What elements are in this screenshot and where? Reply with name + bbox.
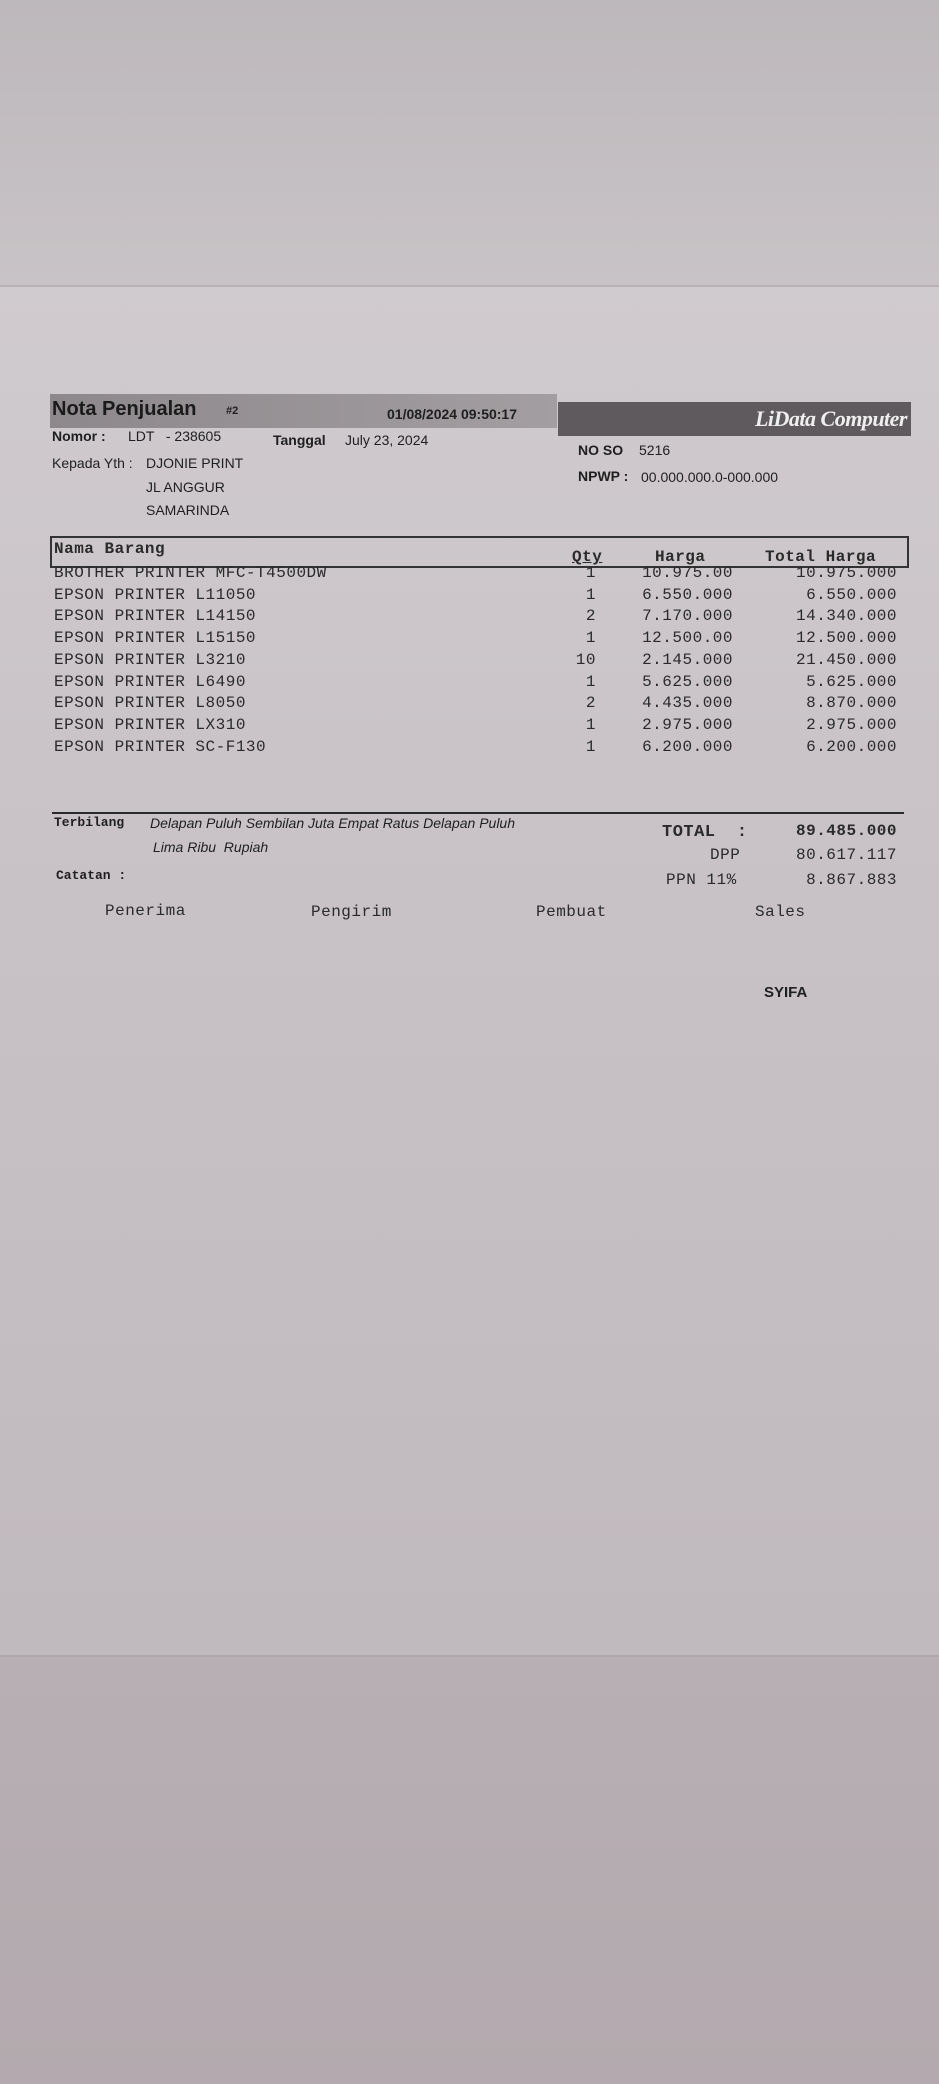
item-qty: 10 bbox=[575, 651, 596, 669]
company-name: LiData Computer bbox=[754, 406, 907, 431]
tanggal-value: July 23, 2024 bbox=[345, 432, 429, 448]
item-total: 12.500.000 bbox=[795, 629, 897, 647]
item-total: 21.450.000 bbox=[795, 651, 897, 669]
item-harga: 6.550.000 bbox=[642, 586, 733, 604]
item-qty: 2 bbox=[585, 607, 596, 625]
dpp-value: 80.617.117 bbox=[795, 846, 897, 864]
col-header-harga: Harga bbox=[655, 548, 706, 566]
col-header-total: Total Harga bbox=[765, 548, 877, 566]
signature-sales: Sales bbox=[755, 903, 806, 921]
footer-divider bbox=[52, 812, 904, 814]
item-name: EPSON PRINTER L8050 bbox=[54, 694, 246, 712]
nomor-label: Nomor : bbox=[52, 428, 106, 444]
item-harga: 10.975.00 bbox=[642, 564, 733, 582]
item-name: EPSON PRINTER L14150 bbox=[54, 607, 257, 625]
item-qty: 1 bbox=[585, 564, 596, 582]
item-total: 5.625.000 bbox=[806, 673, 897, 691]
item-total: 10.975.000 bbox=[795, 564, 897, 582]
item-name: EPSON PRINTER L3210 bbox=[54, 651, 246, 669]
item-harga: 2.975.000 bbox=[642, 716, 733, 734]
ppn-value: 8.867.883 bbox=[806, 871, 897, 889]
item-qty: 1 bbox=[585, 738, 596, 756]
item-name: BROTHER PRINTER MFC-T4500DW bbox=[54, 564, 327, 582]
item-name: EPSON PRINTER LX310 bbox=[54, 716, 246, 734]
terbilang-label: Terbilang bbox=[54, 815, 125, 830]
item-name: EPSON PRINTER L6490 bbox=[54, 673, 246, 691]
item-harga: 7.170.000 bbox=[642, 607, 733, 625]
item-name: EPSON PRINTER L11050 bbox=[54, 586, 257, 604]
npwp-label: NPWP : bbox=[578, 468, 629, 484]
terbilang-line-2: Lima Ribu Rupiah bbox=[153, 839, 269, 855]
document-title: Nota Penjualan bbox=[52, 398, 197, 420]
col-header-qty: Qty bbox=[572, 548, 603, 566]
total-value: 89.485.000 bbox=[795, 822, 897, 840]
item-total: 6.200.000 bbox=[806, 738, 897, 756]
signature-pengirim: Pengirim bbox=[311, 903, 392, 921]
item-name: EPSON PRINTER SC-F130 bbox=[54, 738, 267, 756]
signature-pembuat: Pembuat bbox=[536, 903, 607, 921]
item-qty: 1 bbox=[585, 586, 596, 604]
company-banner bbox=[558, 402, 911, 436]
catatan-label: Catatan : bbox=[56, 868, 127, 883]
item-harga: 4.435.000 bbox=[642, 694, 733, 712]
item-name: EPSON PRINTER L15150 bbox=[54, 629, 257, 647]
item-total: 6.550.000 bbox=[806, 586, 897, 604]
nomor-value: LDT - 238605 bbox=[128, 428, 222, 444]
customer-address-2: SAMARINDA bbox=[146, 502, 230, 518]
item-harga: 5.625.000 bbox=[642, 673, 733, 691]
ppn-label: PPN 11% bbox=[666, 871, 737, 889]
item-harga: 2.145.000 bbox=[642, 651, 733, 669]
col-header-nama: Nama Barang bbox=[54, 540, 166, 558]
dpp-label: DPP bbox=[710, 846, 741, 864]
item-qty: 2 bbox=[585, 694, 596, 712]
item-harga: 12.500.00 bbox=[642, 629, 733, 647]
item-qty: 1 bbox=[585, 716, 596, 734]
signature-penerima: Penerima bbox=[105, 902, 186, 920]
sales-name: SYIFA bbox=[764, 984, 808, 1001]
paper-top-edge bbox=[0, 285, 939, 287]
item-total: 2.975.000 bbox=[806, 716, 897, 734]
item-qty: 1 bbox=[585, 673, 596, 691]
kepada-label: Kepada Yth : bbox=[52, 455, 133, 471]
item-qty: 1 bbox=[585, 629, 596, 647]
total-label: TOTAL : bbox=[662, 823, 748, 842]
customer-name: DJONIE PRINT bbox=[146, 455, 244, 471]
item-harga: 6.200.000 bbox=[642, 738, 733, 756]
noso-label: NO SO bbox=[578, 442, 624, 458]
noso-value: 5216 bbox=[639, 442, 671, 458]
copy-number: #2 bbox=[226, 405, 239, 417]
item-total: 14.340.000 bbox=[795, 607, 897, 625]
paper-bottom-crease bbox=[0, 1655, 939, 1657]
print-datetime: 01/08/2024 09:50:17 bbox=[387, 406, 517, 422]
npwp-value: 00.000.000.0-000.000 bbox=[641, 469, 779, 485]
customer-address-1: JL ANGGUR bbox=[146, 479, 225, 495]
tanggal-label: Tanggal bbox=[273, 432, 326, 448]
receipt-paper bbox=[0, 285, 939, 1655]
item-total: 8.870.000 bbox=[806, 694, 897, 712]
terbilang-line-1: Delapan Puluh Sembilan Juta Empat Ratus Delapan Puluh bbox=[150, 815, 516, 831]
